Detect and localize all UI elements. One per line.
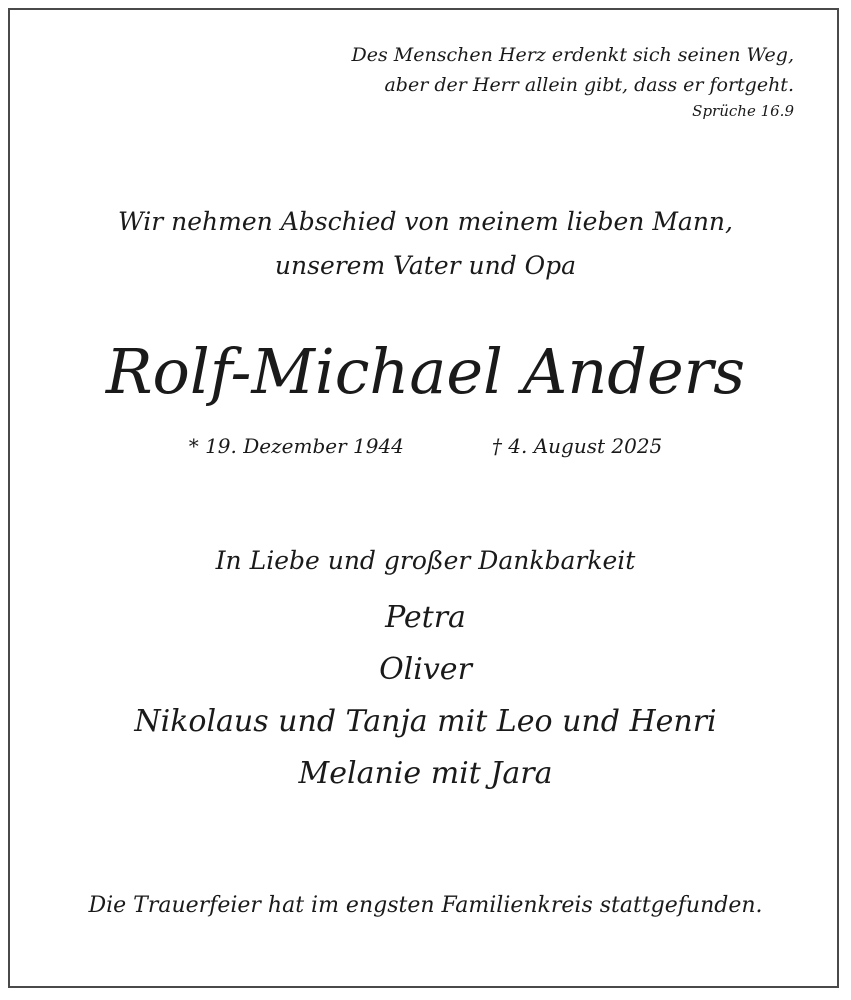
notice-border — [8, 8, 839, 988]
mourner-name: Melanie mit Jara — [298, 756, 553, 791]
birth-date: * 19. Dezember 1944 — [188, 434, 404, 458]
bible-verse — [352, 40, 794, 122]
deceased-name: Rolf-Michael Anders — [105, 335, 746, 408]
life-dates — [0, 432, 851, 460]
mourners-intro: In Liebe und großer Dankbarkeit — [215, 546, 636, 575]
intro-line-2: unserem Vater und Opa — [274, 251, 577, 280]
farewell-intro — [0, 200, 851, 288]
mourner-name: Petra — [385, 600, 466, 635]
death-date: † 4. August 2025 — [491, 434, 663, 458]
verse-line-2: aber der Herr allein gibt, dass er fortgeht. — [384, 74, 794, 96]
intro-line-1: Wir nehmen Abschied von meinem lieben Mann, — [118, 207, 733, 236]
verse-reference: Sprüche 16.9 — [692, 102, 794, 120]
mourners-list — [0, 592, 851, 800]
ceremony-note: Die Trauerfeier hat im engsten Familienkreis stattgefunden. — [88, 893, 763, 918]
mourner-name: Oliver — [379, 652, 472, 687]
verse-line-1: Des Menschen Herz erdenkt sich seinen Weg, — [351, 44, 794, 66]
mourner-name: Nikolaus und Tanja mit Leo und Henri — [134, 704, 717, 739]
